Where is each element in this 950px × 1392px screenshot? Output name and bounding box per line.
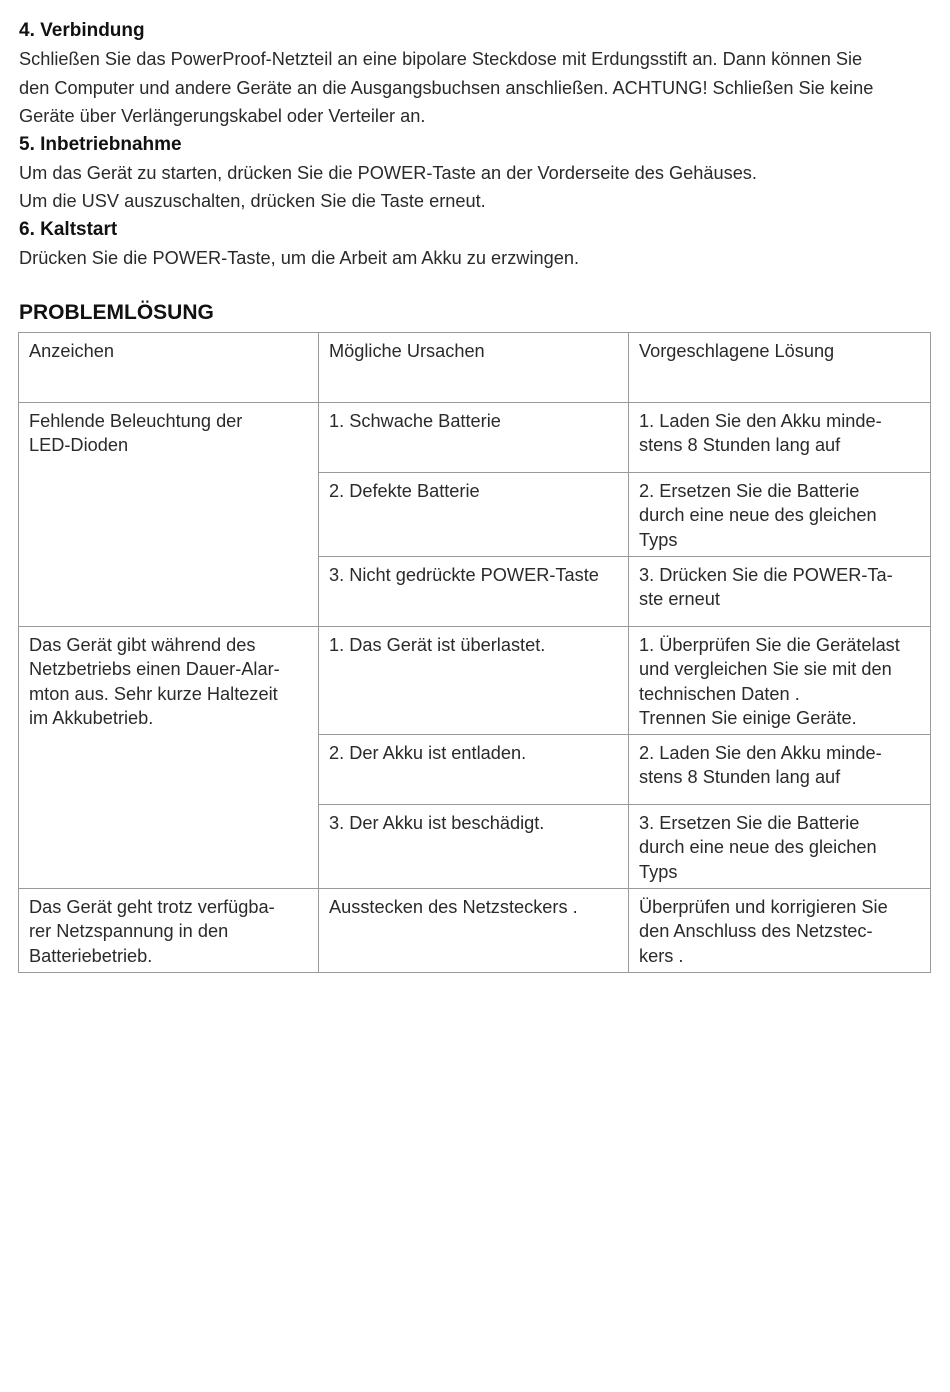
- header-symptom: Anzeichen: [19, 333, 319, 403]
- cell-line: 1. Laden Sie den Akku minde-: [639, 411, 882, 431]
- cell-line: Trennen Sie einige Geräte.: [639, 707, 857, 728]
- solution-cell: [629, 403, 931, 473]
- cell-line: 3. Ersetzen Sie die Batterie: [639, 813, 860, 834]
- table-row: [19, 627, 931, 735]
- symptom-cell: [19, 627, 319, 889]
- cell-line: Typs: [639, 861, 678, 882]
- text-line: Drücken Sie die POWER-Taste, um die Arbeit am Akku zu erzwingen.: [19, 247, 579, 268]
- cell-line: stens 8 Stunden lang auf: [639, 767, 841, 788]
- cell-line: 3. Nicht gedrückte POWER-Taste: [329, 565, 599, 585]
- cell-line: technischen Daten .: [639, 683, 800, 704]
- cause-cell: [319, 805, 629, 889]
- instruction-sections: [19, 17, 934, 272]
- cause-cell: [319, 627, 629, 735]
- cell-line: im Akkubetrieb.: [29, 707, 154, 728]
- cell-line: Fehlende Beleuchtung der: [29, 411, 243, 431]
- cause-cell: [319, 403, 629, 473]
- symptom-cell: [19, 889, 319, 973]
- cell-line: 1. Schwache Batterie: [329, 411, 501, 431]
- cause-cell: [319, 735, 629, 805]
- cell-line: durch eine neue des gleichen: [639, 837, 877, 858]
- cell-line: Das Gerät geht trotz verfügba-: [29, 897, 275, 918]
- cell-line: 1. Überprüfen Sie die Gerätelast: [639, 635, 900, 655]
- section-heading: 6. Kaltstart: [19, 218, 118, 240]
- troubleshooting-table: [18, 332, 931, 973]
- cell-line: LED-Dioden: [29, 435, 129, 456]
- cell-line: den Anschluss des Netzstec-: [639, 921, 873, 942]
- cell-line: und vergleichen Sie sie mit den: [639, 659, 892, 680]
- cell-line: 2. Defekte Batterie: [329, 481, 480, 501]
- text-line: Schließen Sie das PowerProof-Netzteil an eine bipolare Steckdose mit Erdungsstift an. Dann können Sie: [19, 49, 863, 69]
- solution-cell: [629, 889, 931, 973]
- table-header-row: [19, 333, 931, 403]
- table-row: [19, 403, 931, 473]
- section-heading: 5. Inbetriebnahme: [19, 133, 182, 155]
- text-line: Geräte über Verlängerungskabel oder Verteiler an.: [19, 106, 426, 126]
- header-cause: Mögliche Ursachen: [319, 333, 629, 403]
- solution-cell: [629, 805, 931, 889]
- cell-line: 3. Drücken Sie die POWER-Ta-: [639, 565, 893, 585]
- text-line: Um die USV auszuschalten, drücken Sie die Taste erneut.: [19, 191, 486, 211]
- section-startup: [19, 131, 934, 216]
- cell-line: 2. Laden Sie den Akku minde-: [639, 743, 882, 764]
- troubleshooting-title: PROBLEMLÖSUNG: [19, 301, 214, 324]
- section-text: [19, 244, 934, 273]
- text-line: den Computer und andere Geräte an die Ausgangsbuchsen anschließen. ACHTUNG! Schließen Sie keine: [19, 77, 874, 98]
- cell-line: Ausstecken des Netzsteckers .: [329, 897, 578, 918]
- table-row: [19, 889, 931, 973]
- cause-cell: [319, 557, 629, 627]
- section-text: [19, 45, 934, 131]
- cell-line: Netzbetriebs einen Dauer-Alar-: [29, 659, 280, 680]
- cell-line: Batteriebetrieb.: [29, 945, 153, 966]
- cell-line: 2. Ersetzen Sie die Batterie: [639, 481, 860, 501]
- cell-line: mton aus. Sehr kurze Haltezeit: [29, 683, 278, 704]
- cell-line: 1. Das Gerät ist überlastet.: [329, 635, 546, 655]
- solution-cell: [629, 473, 931, 557]
- cell-line: Typs: [639, 529, 678, 550]
- cell-line: 2. Der Akku ist entladen.: [329, 743, 527, 764]
- section-heading: 4. Verbindung: [19, 20, 145, 41]
- section-text: [19, 159, 934, 216]
- section-connection: [19, 17, 934, 131]
- symptom-cell: [19, 403, 319, 627]
- cause-cell: [319, 473, 629, 557]
- solution-cell: [629, 557, 931, 627]
- header-solution: Vorgeschlagene Lösung: [629, 333, 931, 403]
- cell-line: ste erneut: [639, 589, 720, 610]
- solution-cell: [629, 735, 931, 805]
- cell-line: stens 8 Stunden lang auf: [639, 435, 841, 456]
- cell-line: kers .: [639, 945, 684, 966]
- cause-cell: [319, 889, 629, 973]
- cell-line: durch eine neue des gleichen: [639, 505, 877, 526]
- cell-line: Das Gerät gibt während des: [29, 635, 256, 655]
- cell-line: Überprüfen und korrigieren Sie: [639, 897, 888, 918]
- solution-cell: [629, 627, 931, 735]
- cell-line: rer Netzspannung in den: [29, 921, 229, 942]
- cell-line: 3. Der Akku ist beschädigt.: [329, 813, 545, 834]
- text-line: Um das Gerät zu starten, drücken Sie die POWER-Taste an der Vorderseite des Gehäuses.: [19, 162, 757, 183]
- section-cold-start: [19, 216, 934, 273]
